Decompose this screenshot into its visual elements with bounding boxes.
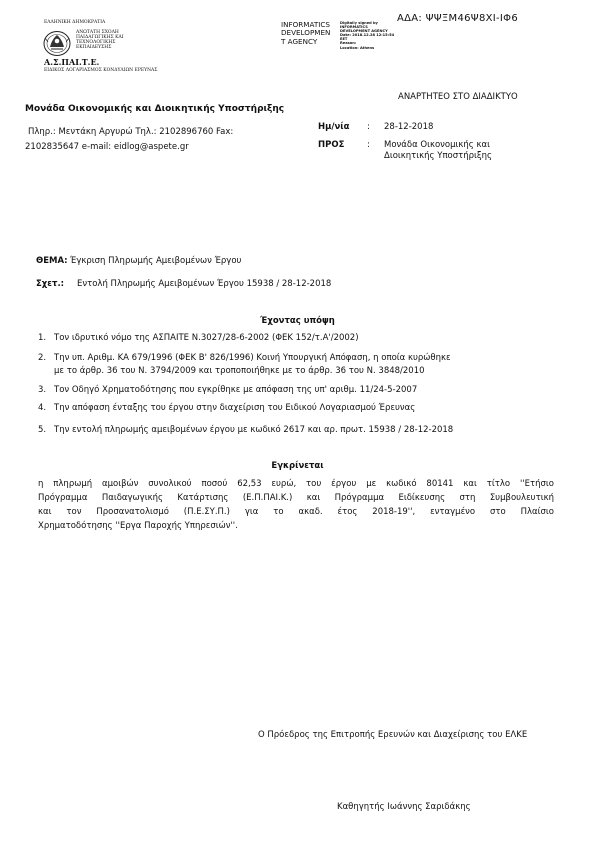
approval-line: Χρηματοδότησης ''Εργα Παροχής Υπηρεσιών''. (38, 521, 238, 531)
approval-line: και τον Προσανατολισμό (Π.Ε.ΣΥ.Π.) για το ακαδ. έτος 2018-19'', ενταγμένο στο Πλαίσιο (38, 507, 554, 517)
considering-list (38, 333, 568, 436)
list-item (38, 385, 568, 396)
considering-heading: Έχοντας υπόψη (260, 316, 335, 326)
sender-contact-line: Πληρ.: Μεντάκη Αργυρώ Τηλ.: 2102896760 Fax: (28, 127, 234, 137)
school-name-block (76, 30, 124, 50)
institution-emblem-icon (42, 30, 72, 57)
school-name-line: ΕΚΠΑΙΔΕΥΣΗΣ (76, 45, 112, 50)
recipient-colon: : (367, 140, 370, 150)
list-item-text: Την απόφαση ένταξης του έργου στην διαχείριση του Ειδικού Λογαριασμού Έρευνας (54, 403, 416, 413)
signature-detail-line: Location: Athens (340, 45, 375, 50)
list-item-number: 5. (38, 425, 47, 435)
approval-line: Πρόγραμμα Παιδαγωγικής Κατάρτισης (Ε.Π.ΠΑΙ.Κ.) και Πρόγραμμα Ειδίκευσης στη Συμβουλευτική (38, 493, 554, 503)
approval-line: η πληρωμή αμοιβών συνολικού ποσού 62,53 ευρώ, του έργου με κωδικό 80141 και τίτλο ''Ετήσιο (38, 479, 554, 489)
reference-text: Εντολή Πληρωμής Αμειβομένων Έργου 15938 / 28-12-2018 (77, 279, 332, 289)
subject-text: Έγκριση Πληρωμής Αμειβομένων Έργου (70, 256, 242, 266)
reference-label: Σχετ.: (36, 279, 65, 289)
list-item (38, 333, 568, 344)
list-item-text: Την εντολή πληρωμής αμειβομένων έργου με κωδικό 2617 και αρ. πρωτ. 15938 / 28-12-2018 (54, 425, 454, 435)
date-colon: : (367, 122, 370, 132)
signature-detail-line: EET (340, 37, 348, 42)
list-item-number: 3. (38, 385, 47, 395)
list-item (38, 425, 568, 436)
list-item-number: 1. (38, 333, 47, 343)
subject-label: ΘΕΜΑ: (36, 256, 68, 266)
school-name-line: ΤΕΧΝΟΛΟΓΙΚΗΣ (76, 40, 116, 45)
school-name-line: ΑΝΩΤΑΤΗ ΣΧΟΛΗ (76, 30, 119, 35)
list-item-text: Τον Οδηγό Χρηματοδότησης που εγκρίθηκε με απόφαση της υπ' αριθμ. 11/24-5-2007 (54, 385, 418, 395)
list-item-text: Την υπ. Αριθμ. ΚΑ 679/1996 (ΦΕΚ Β' 826/1996) Κοινή Υπουργική Απόφαση, η οποία κυρώθηκε (54, 353, 451, 363)
republic-label: ΕΛΛΗΝΙΚΗ ΔΗΜΟΚΡΑΤΙΑ (44, 20, 106, 25)
signature-details-block (340, 21, 394, 50)
date-value: 28-12-2018 (384, 122, 434, 132)
agency-signature-block (281, 21, 330, 46)
date-label: Ημ/νία (318, 122, 350, 132)
signatory-name: Καθηγητής Ιωάννης Σαριδάκης (337, 802, 471, 812)
fund-name: ΕΙΔΙΚΟΣ ΛΟΓΑΡΙΑΣΜΟΣ ΚΟΝΔΥΛΙΩΝ ΕΡΕΥΝΑΣ (44, 68, 158, 73)
list-item (38, 403, 568, 414)
agency-name-line: INFORMATICS (281, 20, 330, 29)
list-item-text: Τον ιδρυτικό νόμο της ΑΣΠΑΙΤΕ Ν.3027/28-6-2002 (ΦΕΚ 152/τ.Α'/2002) (54, 333, 359, 343)
list-item (38, 353, 568, 377)
signature-detail-line: Digitally signed by (340, 21, 378, 25)
signatory-role: Ο Πρόεδρος της Επιτροπής Ερευνών και Διαχείρισης του ΕΛΚΕ (258, 730, 528, 740)
approval-heading: Εγκρίνεται (271, 461, 324, 471)
signature-detail-line: INFORMATICS (340, 25, 368, 30)
recipient-line: Διοικητικής Υποστήριξης (384, 151, 493, 161)
sender-contact-line: 2102835647 e-mail: eidlog@aspete.gr (25, 142, 189, 152)
sender-unit: Μονάδα Οικονομικής και Διοικητικής Υποστήριξης (25, 104, 285, 114)
list-item-text: με το άρθρ. 36 του Ν. 3794/2009 και τροποποιήθηκε με το άρθρ. 36 του Ν. 3848/2010 (54, 366, 425, 376)
recipient-line: Μονάδα Οικονομικής και (384, 140, 490, 150)
signature-detail-line: DEVELOPMENT AGENCY (340, 29, 388, 34)
signature-detail-line: Reason: (340, 41, 357, 46)
signature-detail-line: Date: 2018.12.28 12:15:54 (340, 33, 395, 38)
school-name-line: ΠΑΙΔΑΓΩΓΙΚΗΣ ΚΑΙ (76, 35, 124, 40)
list-item-number: 4. (38, 403, 47, 413)
ada-code: ΑΔΑ: ΨΨΞΜ46Ψ8ΧΙ-ΙΦ6 (397, 13, 519, 24)
list-item-number: 2. (38, 353, 47, 363)
recipient-label: ΠΡΟΣ (318, 140, 345, 150)
institution-acronym: Α.Σ.ΠΑΙ.Τ.Ε. (44, 57, 100, 67)
posted-online-note: ΑΝΑΡΤΗΤΕΟ ΣΤΟ ΔΙΑΔΙΚΤΥΟ (398, 92, 518, 102)
agency-name-line: DEVELOPMEN (281, 28, 331, 38)
agency-name-line: T AGENCY (281, 36, 318, 46)
approval-text (38, 477, 554, 533)
